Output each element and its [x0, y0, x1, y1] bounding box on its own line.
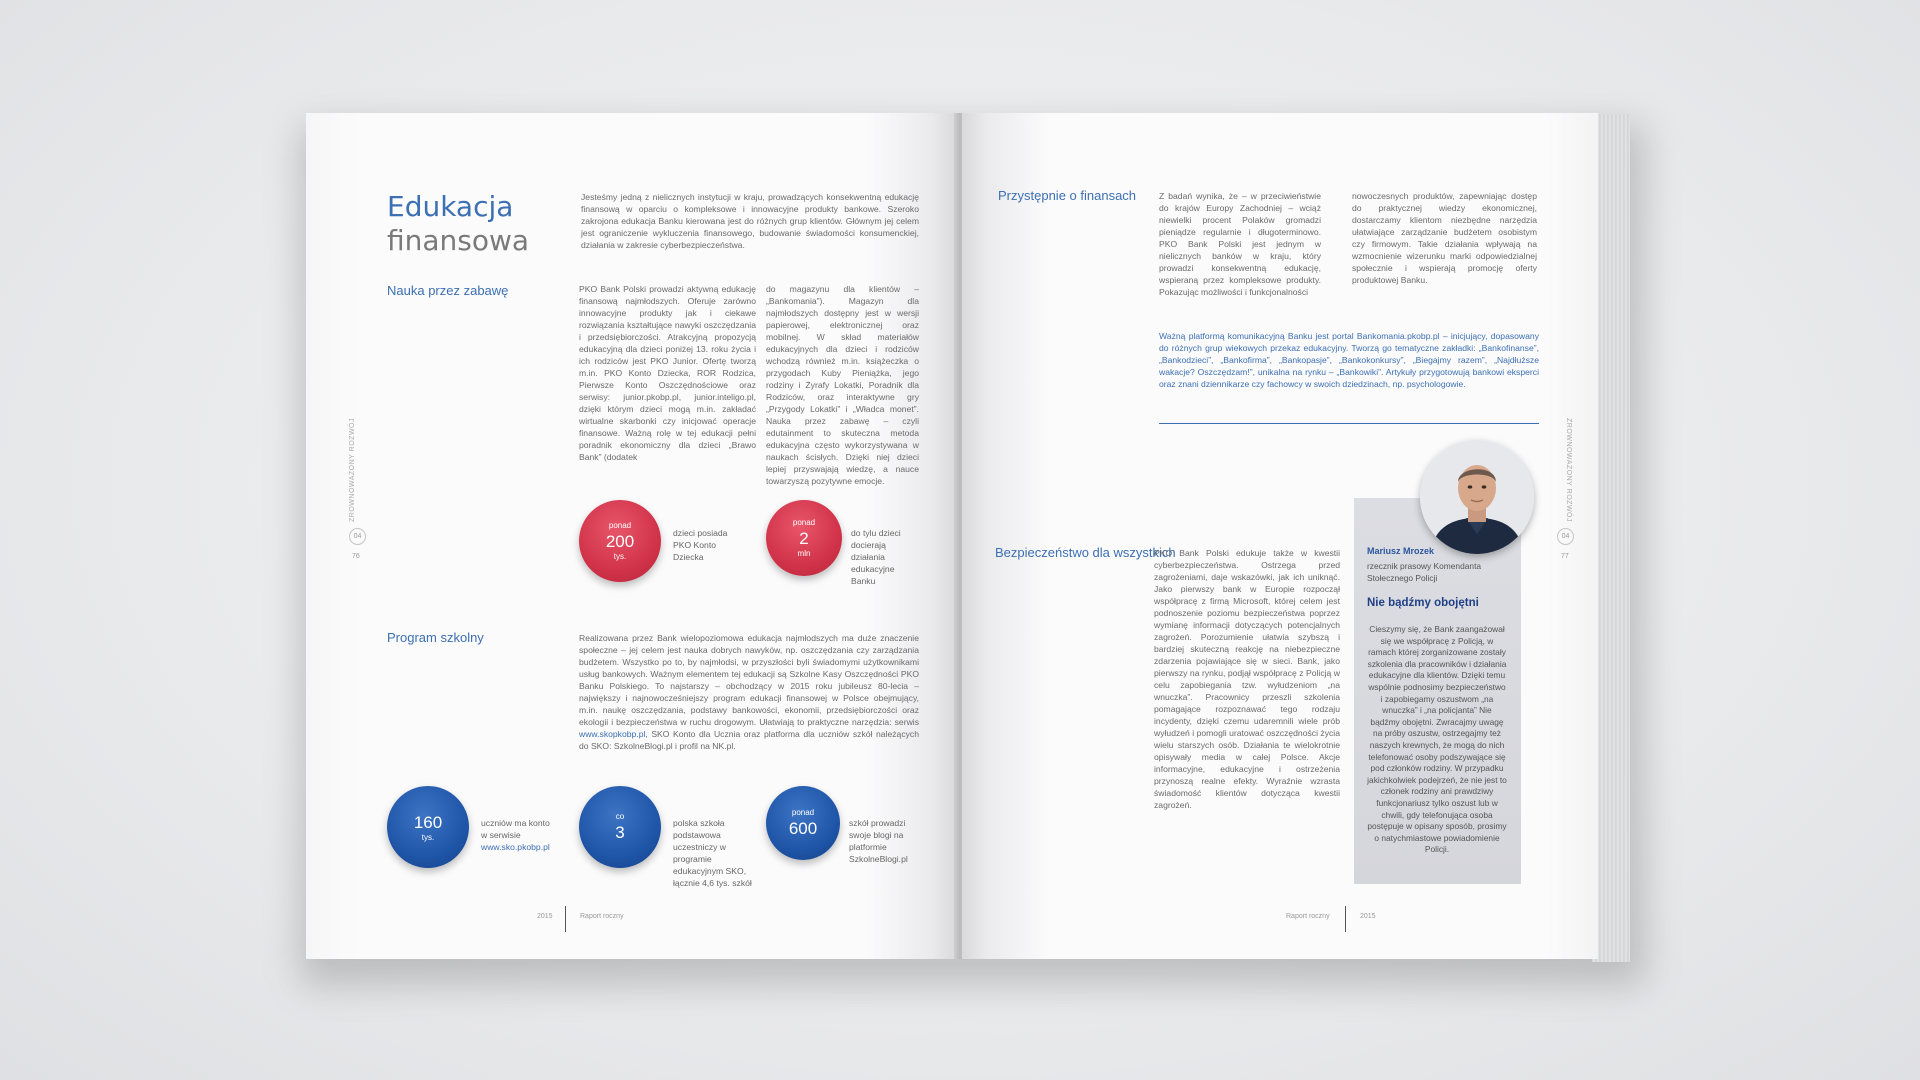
footer-year-right: 2015 — [1360, 913, 1376, 920]
sko-link[interactable]: www.skopkobp.pl — [579, 729, 646, 739]
section2-text — [579, 632, 919, 752]
footer-divider-right — [1345, 906, 1346, 932]
stat-suffix: mln — [797, 548, 811, 558]
section-heading-nauka: Nauka przez zabawę — [387, 283, 509, 298]
footer-year-left: 2015 — [537, 913, 553, 920]
section-heading-przystepnie: Przystępnie o finansach — [998, 188, 1137, 203]
stat-label-160 — [481, 817, 556, 853]
stat-label-600: szkół prowadzi swoje blogi na platformie SzkolneBlogi.pl — [849, 818, 908, 864]
section2-text-b: , SKO Konto dla Ucznia oraz platforma dla uczniów szkół należących do SKO: SzkolneBlogi.pl i profil na NK.pl. — [579, 729, 919, 751]
stat-label-2mln: do tylu dzieci docierają działania edukacyjne Banku — [851, 528, 901, 586]
bankomania-highlight: Ważną platformą komunikacyjną Banku jest portal Bankomania.pkobp.pl – inicjujący, dopasowany do różnych grup wiekowych przekaz edukacyjny. Tworzą go tematyczne zakładki: „Bankofinanse”, „Bankodzieci”, „Bankofirma”, „Bankopasje”, „Bankokonkursy”, „Biegajmy razem”, „Najdłuższe wakacje? Oszczędzam!”, unikalna na rynku – „Bankowiki”. Artykuły przygotowują bankowi eksperci oraz znani dziennikarze czy fachowcy w swoich dziedzinach, np. psychologowie. — [1159, 331, 1539, 389]
section1-col1: PKO Bank Polski prowadzi aktywną edukację finansową najmłodszych. Oferuje zarówno innowacyjne produkty jak i ciekawe rozwiązania kształtujące nawyki oszczędzania i przedsiębiorczości. Atrakcyjną propozycją edukacyjną dla dzieci poniżej 13. roku życia i ich rodziców jest PKO Junior. Ofertę tworzą m.in. PKO Konto Dziecka, ROR Rodzica, Pierwsze Konto Oszczędnościowe oraz serwisy: junior.pkobp.pl, junior.inteligo.pl, dzięki którym dzieci mogą m.in. zakładać wirtualne skarbonki czy inicjować operacje finansowe. Ważną rolę w tej edukacji pełni poradnik ekonomiczny dla dzieci „Brawo Bank” (dodatek — [579, 284, 756, 462]
footer-title-right: Raport roczny — [1286, 913, 1330, 920]
page-title-line2: finansowa — [387, 224, 530, 257]
section-heading-program: Program szkolny — [387, 630, 484, 645]
stat-circle-co3 — [579, 786, 661, 868]
stat-circle-2mln — [766, 500, 842, 576]
section-heading-bezpieczenstwo: Bezpieczeństwo dla wszystkich — [995, 545, 1176, 560]
sko-portal-link[interactable]: www.sko.pkobp.pl — [481, 842, 550, 852]
stat-number: 600 — [788, 818, 818, 838]
stat-suffix: tys. — [421, 832, 435, 842]
stat-number: 160 — [413, 812, 443, 832]
security-text: PKO Bank Polski edukuje także w kwestii cyberbezpieczeństwa. Ostrzega przed zagrożeniami, daje wskazówki, jak ich uniknąć. Jako pierwszy bank w Europie rozpoczął współpracę z firmą Microsoft, której celem jest podnoszenie poziomu bezpieczeństwa poprzez wymianę informacji dotyczących potencjalnych zagrożeń. Porozumienie ułatwia szybszą i bardziej skuteczną reakcję na niebezpieczne zdarzenia pojawiające się w sieci. Bank, jako pierwszy na rynku, podjął współpracę z Policją w celu zapobiegania tzw. wyłudzeniom „na wnuczka”. Pracownicy przeszli szkolenia pomagające rozpoznawać tego rodzaju incydenty, dzięki czemu udaremnili wiele prób wyłudzeń i pomogli uratować oszczędności życia wielu starszych osób. Działania te wielokrotnie opisywały media w całej Polsce. Akcje informacyjne, edukacyjne i ostrzeżenia przynoszą realne efekty. Wyraźnie wzrasta świadomość klientów dotycząca kwestii zagrożeń. — [1154, 548, 1340, 810]
stat-number: 200 — [605, 531, 635, 551]
quote-text: Cieszymy się, że Bank zaangażował się we współpracę z Policją, w ramach której zorganizowane zostały szkolenia dla pracowników i działania edukacyjne dla klientów. Dzięki temu wspólnie podnosimy bezpieczeństwo i zapobiegamy oszustwom „na wnuczka” i „na policjanta” Nie bądźmy obojętni. Zwracajmy uwagę na próby oszustw, ostrzegajmy też naszych krewnych, że mogą do nich telefonować osoby podszywające się pod członków rodziny. W przypadku jakichkolwiek podejrzeń, że nie jest to członek rodziny ani prawdziwy funkcjonariusz tylko oszust lub w chwili, gdy telefonująca osoba postępuje w opisany sposób, prosimy o natychmiastowe powiadomienie Policji. — [1367, 624, 1507, 855]
stat-prefix: ponad — [791, 807, 815, 817]
side-label-right: ZROWNOWAŻONY ROZWÓJ — [1565, 418, 1572, 522]
quote-title: Nie bądźmy obojętni — [1367, 597, 1479, 609]
stat-circle-600 — [766, 786, 840, 860]
stat-number: 2 — [799, 528, 809, 548]
stat-label-co3: polska szkoła podstawowa uczestniczy w programie edukacyjnym SKO, łącznie 4,6 tys. szkół — [673, 818, 752, 888]
stat-label-text: uczniów ma konto w serwisie — [481, 818, 550, 840]
footer-title-left: Raport roczny — [580, 913, 624, 920]
page-number-left: 76 — [352, 553, 360, 560]
section1-col2: do magazynu dla klientów – „Bankomania”). Magazyn dla najmłodszych dostępny jest w wersji papierowej, elektronicznej oraz mobilnej. W skład materiałów edukacyjnych dla dzieci i rodziców wchodzą również m.in. książeczka o przygodach Kuby Pieniążka, jego rodziny i Żyrafy Lokatki, Poradnik dla Rodziców, oraz interaktywne gry „Przygody Lokatki” i „Władca monet”. Nauka przez zabawę – czyli edutainment to skuteczna metoda edukacyjna często wykorzystywana w naukach ścisłych. Dzięki niej dzieci lepiej przyswajają wiedzę, a nauce towarzyszą pozytywne emocje. — [766, 284, 919, 486]
portrait-image — [1420, 440, 1534, 554]
section2-text-a: Realizowana przez Bank wielopoziomowa edukacja najmłodszych ma duże znaczenie społeczne – jej celem jest nauka dobrych nawyków, np. oszczędzania czy zarządzania budżetem. Wszystko po to, by najmłodsi, w przyszłości byli świadomymi użytkownikami usług bankowych. Ważnym elementem tej edukacji są Szkolne Kasy Oszczędności PKO Banku Polskiego. To najstarszy – obchodzący w 2015 roku jubileusz 80-lecia – największy i najnowocześniejszy program edukacji finansowej w Polsce obejmujący, m.in. naukę oszczędzania, podstawy bankowości, ekonomii, przedsiębiorczości oraz ekologii i bezpieczeństwa w ruchu drogowym. Ułatwiają to praktyczne narzędzia: serwis — [579, 633, 919, 727]
chapter-number-right: 04 — [1557, 528, 1574, 545]
stat-label-200: dzieci posiada PKO Konto Dziecka — [673, 528, 728, 562]
stat-number: 3 — [615, 822, 625, 842]
stat-prefix: ponad — [792, 517, 816, 527]
stat-suffix: tys. — [613, 551, 627, 561]
page-number-right: 77 — [1561, 553, 1569, 560]
highlight-divider — [1159, 423, 1539, 424]
page-title-line1: Edukacja — [387, 190, 514, 223]
stat-circle-200 — [579, 500, 661, 582]
stat-prefix: ponad — [608, 520, 632, 530]
avatar — [1420, 440, 1534, 554]
quote-role: rzecznik prasowy Komendanta Stołecznego Policji — [1367, 561, 1482, 583]
chapter-number-left: 04 — [349, 528, 366, 545]
intro-text: Jesteśmy jedną z nielicznych instytucji w kraju, prowadzących konsekwentną edukację finansową w oparciu o kompleksowe i innowacyjne produkty bankowe. Szeroko zakrojona edukacja Banku kierowana jest do różnych grup klientów. Głównym jej celem jest ograniczenie wykluczenia finansowego, budowanie świadomości konsumenckiej, działania w zakresie cyberbezpieczeństwa. — [581, 192, 919, 250]
quote-name: Mariusz Mrozek — [1367, 546, 1435, 556]
right-section1-col2: nowoczesnych produktów, zapewniając dostęp do praktycznej wiedzy ekonomicznej, dostarczamy klientom niezbędne narzędzia ułatwiające zarządzanie budżetem osobistym czy firmowym. Takie działania wpływają na wzmocnienie wizerunku marki odpowiedzialnej społecznie i wspierają promocję oferty produktowej Banku. — [1352, 191, 1537, 285]
stat-prefix: co — [615, 811, 625, 821]
stat-circle-160 — [387, 786, 469, 868]
footer-divider-left — [565, 906, 566, 932]
right-section1-col1: Z badań wynika, że – w przeciwieństwie do krajów Europy Zachodniej – wciąż niewielki procent Polaków gromadzi pieniądze regularnie i długoterminowo. PKO Bank Polski jest jednym w nielicznych banków w kraju, który prowadzi konsekwentną edukację, wspieraną przez kompleksowe produkty. Pokazując możliwości i funkcjonalności — [1159, 191, 1321, 297]
side-label-left: ZROWNOWAŻONY ROZWÓJ — [349, 418, 356, 522]
